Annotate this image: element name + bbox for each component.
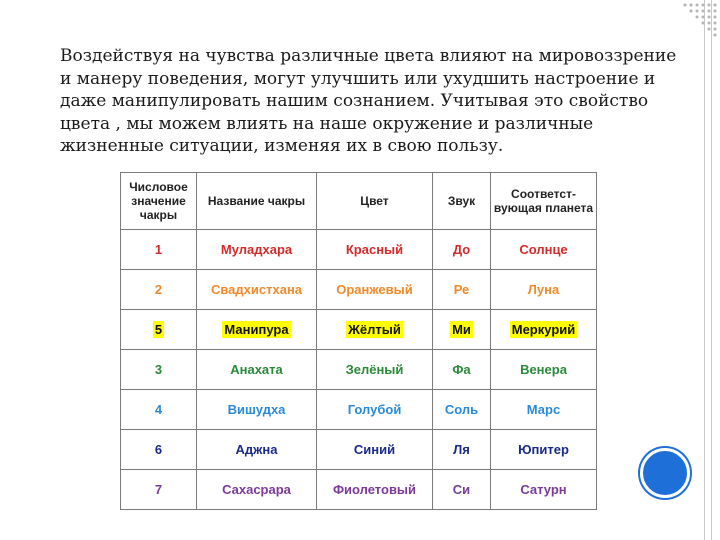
- cell-number: [121, 470, 197, 510]
- color-text: Жёлтый: [348, 322, 401, 337]
- name-text: Анахата: [230, 362, 283, 377]
- cell-number: [121, 390, 197, 430]
- name-text: Манипура: [224, 322, 289, 337]
- slide-border-line: [704, 0, 712, 540]
- planet-text: Солнце: [519, 242, 568, 257]
- sound-text: Ля: [453, 442, 470, 457]
- cell-sound: [433, 350, 491, 390]
- cell-number: [121, 430, 197, 470]
- planet-text: Луна: [527, 282, 560, 297]
- cell-planet: [491, 270, 597, 310]
- cell-planet: [491, 350, 597, 390]
- color-text: Зелёный: [345, 362, 404, 377]
- color-text: Голубой: [347, 402, 402, 417]
- cell-sound: [433, 390, 491, 430]
- cell-planet: [491, 390, 597, 430]
- number-text: 7: [154, 482, 163, 497]
- sound-text: Соль: [444, 402, 479, 417]
- header-planet: Соответст-вующая планета: [491, 173, 597, 230]
- sound-text: Ми: [452, 322, 471, 337]
- table-row: [121, 310, 597, 350]
- name-text: Аджна: [235, 442, 278, 457]
- number-text: 5: [154, 322, 163, 337]
- table-header-row: [121, 173, 597, 230]
- cell-planet: [491, 470, 597, 510]
- planet-text: Меркурий: [511, 322, 576, 337]
- cell-name: [197, 230, 317, 270]
- cell-sound: [433, 430, 491, 470]
- number-text: 1: [154, 242, 163, 257]
- header-number: Числовое значение чакры: [121, 173, 197, 230]
- sound-text: До: [452, 242, 471, 257]
- number-text: 2: [154, 282, 163, 297]
- planet-text: Венера: [520, 362, 567, 377]
- table-row: [121, 390, 597, 430]
- table-row: [121, 470, 597, 510]
- cell-color: [317, 430, 433, 470]
- sound-text: Ре: [453, 282, 470, 297]
- blue-circle-decoration: [640, 448, 690, 498]
- color-text: Красный: [345, 242, 404, 257]
- cell-number: [121, 310, 197, 350]
- cell-color: [317, 390, 433, 430]
- cell-name: [197, 430, 317, 470]
- cell-name: [197, 270, 317, 310]
- intro-paragraph: Воздействуя на чувства различные цвета влияют на мировоззрение и манеру поведения, могут улучшить или ухудшить настроение и даже манипулировать нашим сознанием. Учитывая это свойство цвета , мы можем влиять на наше окружение и различные жизненные ситуации, изменяя их в свою пользу.: [60, 46, 677, 156]
- cell-color: [317, 310, 433, 350]
- sound-text: Фа: [452, 362, 471, 377]
- cell-sound: [433, 230, 491, 270]
- header-name: Название чакры: [197, 173, 317, 230]
- chakra-table-body: [121, 230, 597, 510]
- chakra-table: [120, 172, 597, 510]
- planet-text: Юпитер: [518, 442, 569, 457]
- cell-name: [197, 390, 317, 430]
- cell-planet: [491, 430, 597, 470]
- corner-decoration-icon: [680, 0, 720, 40]
- name-text: Муладхара: [220, 242, 293, 257]
- cell-number: [121, 270, 197, 310]
- cell-number: [121, 230, 197, 270]
- cell-name: [197, 310, 317, 350]
- cell-sound: [433, 270, 491, 310]
- cell-color: [317, 270, 433, 310]
- table-row: [121, 270, 597, 310]
- cell-color: [317, 470, 433, 510]
- color-text: Синий: [353, 442, 396, 457]
- number-text: 6: [154, 442, 163, 457]
- cell-planet: [491, 310, 597, 350]
- table-row: [121, 350, 597, 390]
- cell-name: [197, 350, 317, 390]
- cell-name: [197, 470, 317, 510]
- planet-text: Сатурн: [520, 482, 567, 497]
- header-sound: Звук: [433, 173, 491, 230]
- color-text: Фиолетовый: [332, 482, 417, 497]
- table-row: [121, 430, 597, 470]
- name-text: Свадхистхана: [210, 282, 303, 297]
- cell-color: [317, 230, 433, 270]
- name-text: Вишудха: [227, 402, 286, 417]
- name-text: Сахасрара: [222, 482, 291, 497]
- cell-number: [121, 350, 197, 390]
- number-text: 3: [154, 362, 163, 377]
- table-row: [121, 230, 597, 270]
- color-text: Оранжевый: [336, 282, 413, 297]
- cell-planet: [491, 230, 597, 270]
- cell-color: [317, 350, 433, 390]
- planet-text: Марс: [526, 402, 561, 417]
- cell-sound: [433, 470, 491, 510]
- number-text: 4: [154, 402, 163, 417]
- sound-text: Си: [452, 482, 471, 497]
- cell-sound: [433, 310, 491, 350]
- header-color: Цвет: [317, 173, 433, 230]
